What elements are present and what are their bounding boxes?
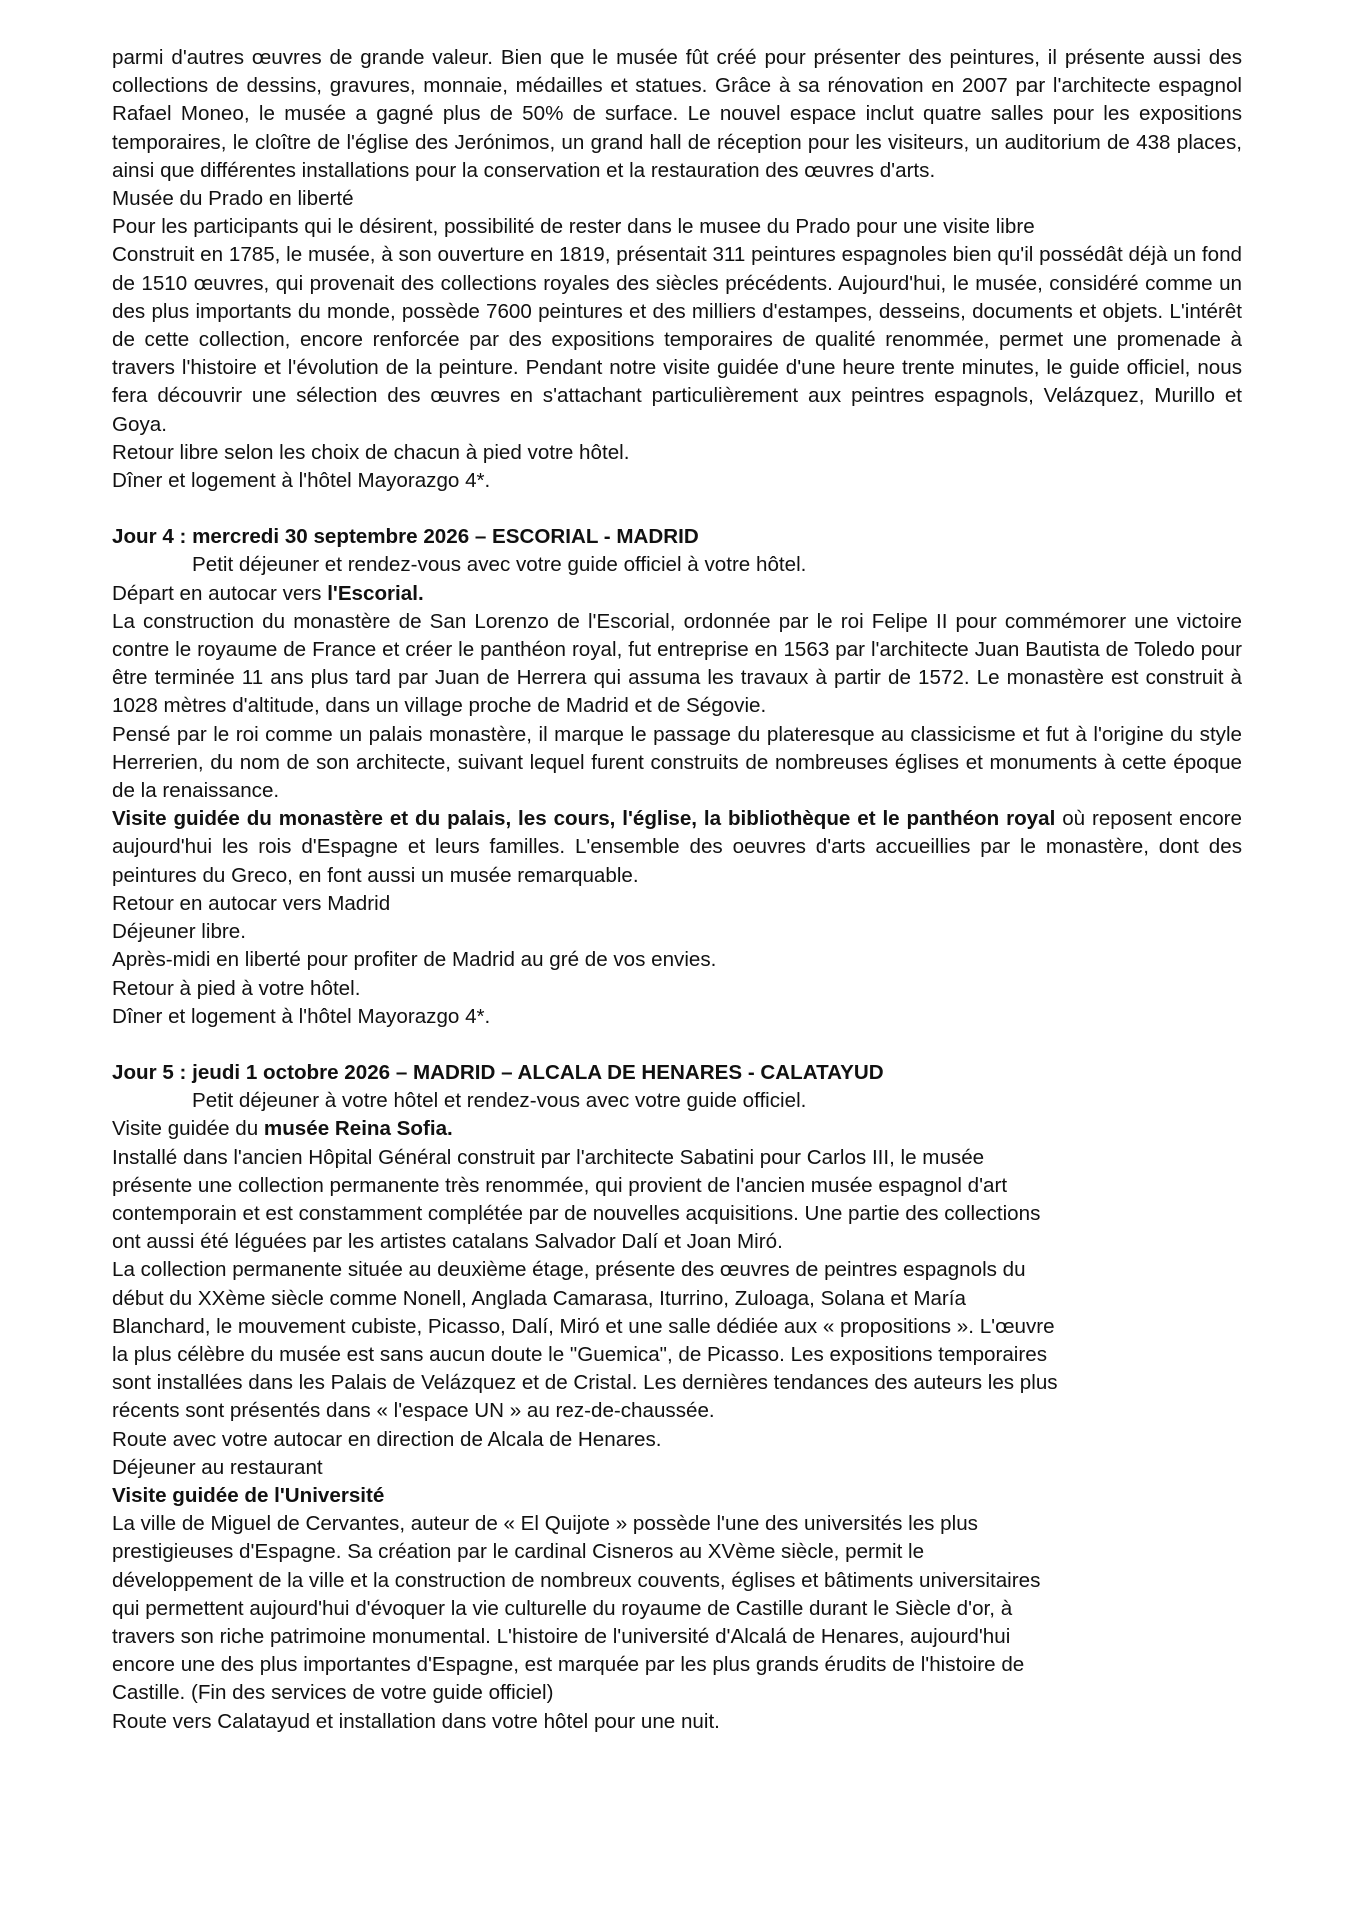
day5-university-heading xyxy=(112,1482,1242,1510)
day5-visit-museum: musée Reina Sofia. xyxy=(263,1117,453,1141)
day5-university-line: qui permettent aujourd'hui d'évoquer la vie culturelle du royaume de Castille durant le Siècle d'or, à xyxy=(112,1596,1013,1620)
day5-university-line: Castille. (Fin des services de votre guide officiel) xyxy=(112,1681,554,1705)
prado-return: Retour libre selon les choix de chacun à pied votre hôtel. xyxy=(112,440,630,464)
day4-visit-rest: où reposent encore aujourd'hui les rois d'Espagne et leurs familles. L'ensemble des oeuvres d'arts accueillies par le monastère, dont des peintures du Greco, en font aussi un musée remarquable. xyxy=(112,807,1242,887)
day5-university-line: Route vers Calatayud et installation dans votre hôtel pour une nuit. xyxy=(112,1709,720,1733)
day4-visit xyxy=(112,805,1242,890)
prado-description: Construit en 1785, le musée, à son ouverture en 1819, présentait 311 peintures espagnoles bien qu'il possédât déjà un fond de 1510 œuvres, qui provenait des collections royales des siècles précédents. Aujourd'hui, le musée, considéré comme un des plus importants du monde, possède 7600 peintures et des milliers d'estampes, desseins, documents et objets. L'intérêt de cette collection, encore renforcée par des expositions temporaires de qualité renommée, permet une promenade à travers l'histoire et l'évolution de la peinture. Pendant notre visite guidée d'une heure trente minutes, le guide officiel, nous fera découvrir une sélection des œuvres en s'attachant particulièrement aux peintres espagnols, Velázquez, Murillo et Goya. xyxy=(112,243,1242,436)
document-page xyxy=(112,44,1242,1736)
day5-line: récents sont présentés dans « l'espace UN » au rez-de-chaussée. xyxy=(112,1399,715,1423)
day5-line: Déjeuner au restaurant xyxy=(112,1455,323,1479)
day5-line: ont aussi été léguées par les artistes catalans Salvador Dalí et Joan Miró. xyxy=(112,1230,783,1254)
day5-university-line: développement de la ville et la construction de nombreux couvents, églises et bâtiments universitaires xyxy=(112,1568,1041,1592)
spacer xyxy=(112,495,1242,523)
day4-return-madrid: Retour en autocar vers Madrid xyxy=(112,891,391,915)
day5-visit-text: Visite guidée du xyxy=(112,1117,264,1141)
day4-breakfast: Petit déjeuner et rendez-vous avec votre guide officiel à votre hôtel. xyxy=(192,553,807,577)
day4-style: Pensé par le roi comme un palais monastère, il marque le passage du plateresque au classicisme et fut à l'origine du style Herrerien, du nom de son architecte, suivant lequel furent construits de nombreuses églises et monuments à cette époque de la renaissance. xyxy=(112,722,1242,803)
day5-line: Installé dans l'ancien Hôpital Général construit par l'architecte Sabatini pour Carlos III, le musée xyxy=(112,1145,985,1169)
day4-return-hotel: Retour à pied à votre hôtel. xyxy=(112,976,361,1000)
day4-departure xyxy=(112,580,1242,608)
day5-line: Route avec votre autocar en direction de Alcala de Henares. xyxy=(112,1427,662,1451)
day5-breakfast: Petit déjeuner à votre hôtel et rendez-vous avec votre guide officiel. xyxy=(192,1089,807,1113)
day4-afternoon: Après-midi en liberté pour profiter de Madrid au gré de vos envies. xyxy=(112,948,717,972)
day5-heading: Jour 5 : jeudi 1 octobre 2026 – MADRID – ALCALA DE HENARES - CALATAYUD xyxy=(112,1060,884,1084)
day5-visit xyxy=(112,1115,1242,1143)
day5-line: la plus célèbre du musée est sans aucun doute le "Guemica", de Picasso. Les expositions temporaires xyxy=(112,1342,1047,1366)
day4-departure-text: Départ en autocar vers xyxy=(112,581,328,605)
day5-university-line: encore une des plus importantes d'Espagne, est marquée par les plus grands érudits de l'histoire de xyxy=(112,1653,1025,1677)
day5-university-line: prestigieuses d'Espagne. Sa création par le cardinal Cisneros au XVème siècle, permit le xyxy=(112,1540,925,1564)
prado-intro-paragraph: parmi d'autres œuvres de grande valeur. Bien que le musée fût créé pour présenter des peintures, il présente aussi des collections de dessins, gravures, monnaie, médailles et statues. Grâce à sa rénovation en 2007 par l'architecte espagnol Rafael Moneo, le musée a gagné plus de 50% de surface. Le nouvel espace inclut quatre salles pour les expositions temporaires, le cloître de l'église des Jerónimos, un grand hall de réception pour les visiteurs, un auditorium de 438 places, ainsi que différentes installations pour la conservation et la restauration des œuvres d'arts. xyxy=(112,46,1242,182)
prado-free-line: Pour les participants qui le désirent, possibilité de rester dans le musee du Prado pour une visite libre xyxy=(112,215,1035,239)
prado-dinner: Dîner et logement à l'hôtel Mayorazgo 4*. xyxy=(112,469,491,493)
spacer xyxy=(112,1031,1242,1059)
day5-line: début du XXème siècle comme Nonell, Anglada Camarasa, Iturrino, Zuloaga, Solana et María xyxy=(112,1286,966,1310)
day5-line: contemporain et est constamment complétée par de nouvelles acquisitions. Une partie des collections xyxy=(112,1201,1041,1225)
day5-line: La collection permanente située au deuxième étage, présente des œuvres de peintres espagnols du xyxy=(112,1258,1026,1282)
day5-university-bold: Visite guidée de l'Université xyxy=(112,1483,385,1507)
day4-departure-destination: l'Escorial. xyxy=(327,581,424,605)
day4-construction: La construction du monastère de San Lorenzo de l'Escorial, ordonnée par le roi Felipe II pour commémorer une victoire contre le royaume de France et créer le panthéon royal, fut entreprise en 1563 par l'architecte Juan Bautista de Toledo pour être terminée 11 ans plus tard par Juan de Herrera qui assuma les travaux à partir de 1572. Le monastère est construit à 1028 mètres d'altitude, dans un village proche de Madrid et de Ségovie. xyxy=(112,609,1242,718)
day5-line: sont installées dans les Palais de Velázquez et de Cristal. Les dernières tendances des auteurs les plus xyxy=(112,1371,1058,1395)
prado-free-title: Musée du Prado en liberté xyxy=(112,187,354,211)
day4-dinner: Dîner et logement à l'hôtel Mayorazgo 4*. xyxy=(112,1004,491,1028)
day4-lunch: Déjeuner libre. xyxy=(112,920,246,944)
day5-university-line: travers son riche patrimoine monumental. L'histoire de l'université d'Alcalá de Henares, aujourd'hui xyxy=(112,1624,1011,1648)
day5-line: présente une collection permanente très renommée, qui provient de l'ancien musée espagnol d'art xyxy=(112,1173,1008,1197)
day5-line: Blanchard, le mouvement cubiste, Picasso, Dalí, Miró et une salle dédiée aux « propositions ». L'œuvre xyxy=(112,1314,1055,1338)
day4-heading: Jour 4 : mercredi 30 septembre 2026 – ESCORIAL - MADRID xyxy=(112,525,699,549)
day5-university-line: La ville de Miguel de Cervantes, auteur de « El Quijote » possède l'une des universités les plus xyxy=(112,1512,978,1536)
day4-visit-bold: Visite guidée du monastère et du palais, les cours, l'église, la bibliothèque et le panthéon royal xyxy=(112,807,1056,831)
